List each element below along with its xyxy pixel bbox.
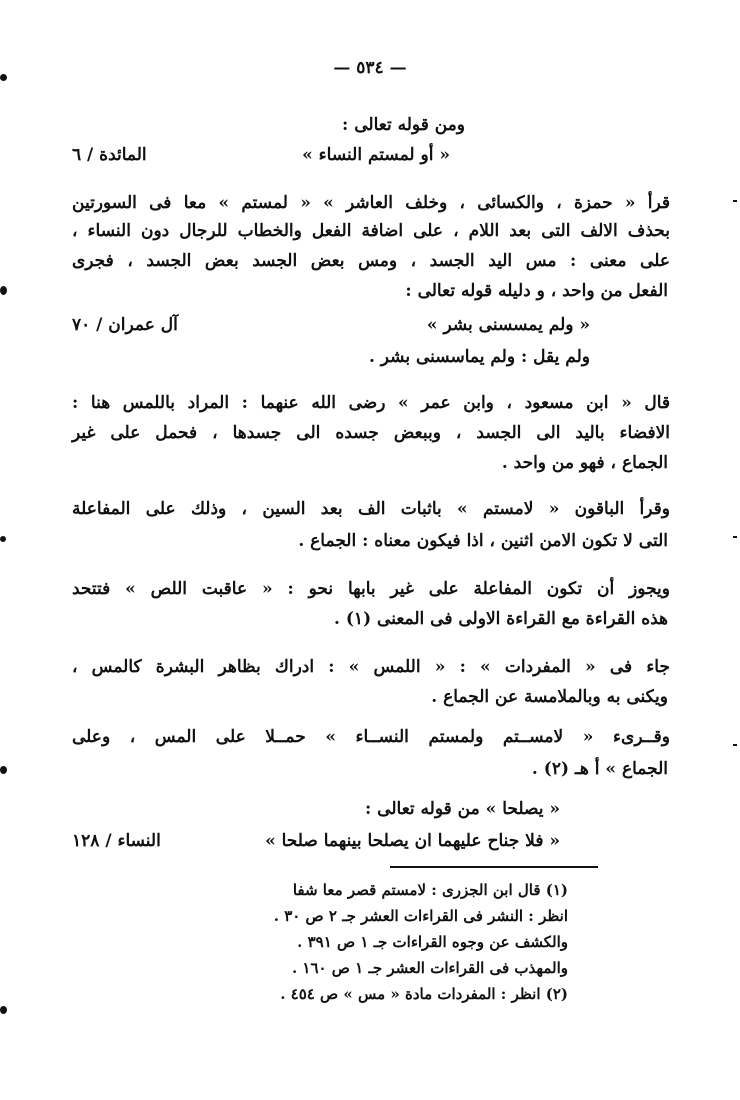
footnote-1-line-4: والمهذب فى القراءات العشر جـ ١ ص ١٦٠ . [291, 959, 568, 977]
footnote-1-line-2: انظر : النشر فى القراءات العشر جـ ٢ ص ٣٠ . [273, 907, 568, 925]
paragraph-1-line-4: الفعل من واحد ، و دليله قوله تعالى : [405, 281, 668, 301]
scan-mark [0, 74, 7, 81]
section1-intro: ومن قوله تعالى : [342, 115, 465, 135]
scan-mark [733, 200, 737, 202]
scan-mark [733, 744, 737, 746]
paragraph-1-line-5: ولم يقل : ولم يماسسنى بشر . [368, 347, 590, 367]
paragraph-2-line-1: قال « ابن مسعود ، وابن عمر » رضى الله عنهما : المراد باللمس هنا : [72, 393, 670, 413]
paragraph-4-line-2: هذه القراءة مع القراءة الاولى فى المعنى (١) . [334, 609, 668, 629]
paragraph-3-line-1: وقرأ الباقون « لامستم » باثبات الف بعد السين ، وذلك على المفاعلة [72, 499, 670, 519]
scan-mark [0, 766, 7, 774]
paragraph-3-line-2: التى لا تكون الامن اثنين ، اذا فيكون معناه : الجماع . [298, 531, 668, 551]
paragraph-2-line-2: الافضاء باليد الى الجسد ، وببعض جسده الى جسدها ، فحمل على غير [72, 423, 670, 443]
paragraph-4-line-1: ويجوز أن تكون المفاعلة على غير بابها نحو : « عاقبت اللص » فتتحد [72, 579, 670, 599]
footnote-1-line-3: والكشف عن وجوه القراءات جـ ١ ص ٣٩١ . [297, 933, 568, 951]
page-number: — ٥٣٤ — [333, 58, 407, 78]
scan-mark [733, 536, 737, 538]
section2-intro: « يصلحا » من قوله تعالى : [364, 799, 560, 819]
paragraph-5-line-1: جاء فى « المفردات » : « اللمس » : ادراك بظاهر البشرة كالمس ، [72, 657, 670, 677]
paragraph-6-line-2: الجماع » أ هـ (٢) . [531, 759, 668, 779]
paragraph-2-line-3: الجماع ، فهو من واحد . [501, 453, 668, 473]
footnote-1: (١) قال ابن الجزرى : لامستم قصر معا شفا [292, 881, 568, 899]
section1-verse-ref: المائدة / ٦ [72, 145, 147, 165]
footnote-separator [390, 866, 598, 868]
paragraph-1-line-2: بحذف الالف التى بعد اللام ، على اضافة الفعل والخطاب للرجال دون النساء ، [72, 221, 670, 241]
scan-mark [0, 1006, 7, 1014]
scan-mark [0, 536, 6, 542]
paragraph-1-line-1: قرأ « حمزة ، والكسائى ، وخلف العاشر » « لمستم » معا فى السورتين [72, 193, 670, 213]
section1-verse: « أو لمستم النساء » [302, 145, 450, 165]
paragraph-5-line-2: ويكنى به وبالملامسة عن الجماع . [431, 687, 668, 707]
verse-2: « ولم يمسسنى بشر » [426, 315, 590, 335]
paragraph-1-line-3: على معنى : مس اليد الجسد ، ومس بعض الجسد بعض الجسد ، فجرى [72, 251, 670, 271]
section2-verse-ref: النساء / ١٢٨ [72, 831, 161, 851]
paragraph-6-line-1: وقــرىء « لامســتم ولمستم النســاء » حمــلا على المس ، وعلى [72, 727, 670, 747]
section2-verse: « فلا جناح عليهما ان يصلحا بينهما صلحا » [265, 831, 560, 851]
scan-mark [0, 286, 7, 295]
verse-2-ref: آل عمران / ٧٠ [72, 315, 178, 335]
footnote-2: (٢) انظر : المفردات مادة « مس » ص ٤٥٤ . [280, 985, 568, 1003]
